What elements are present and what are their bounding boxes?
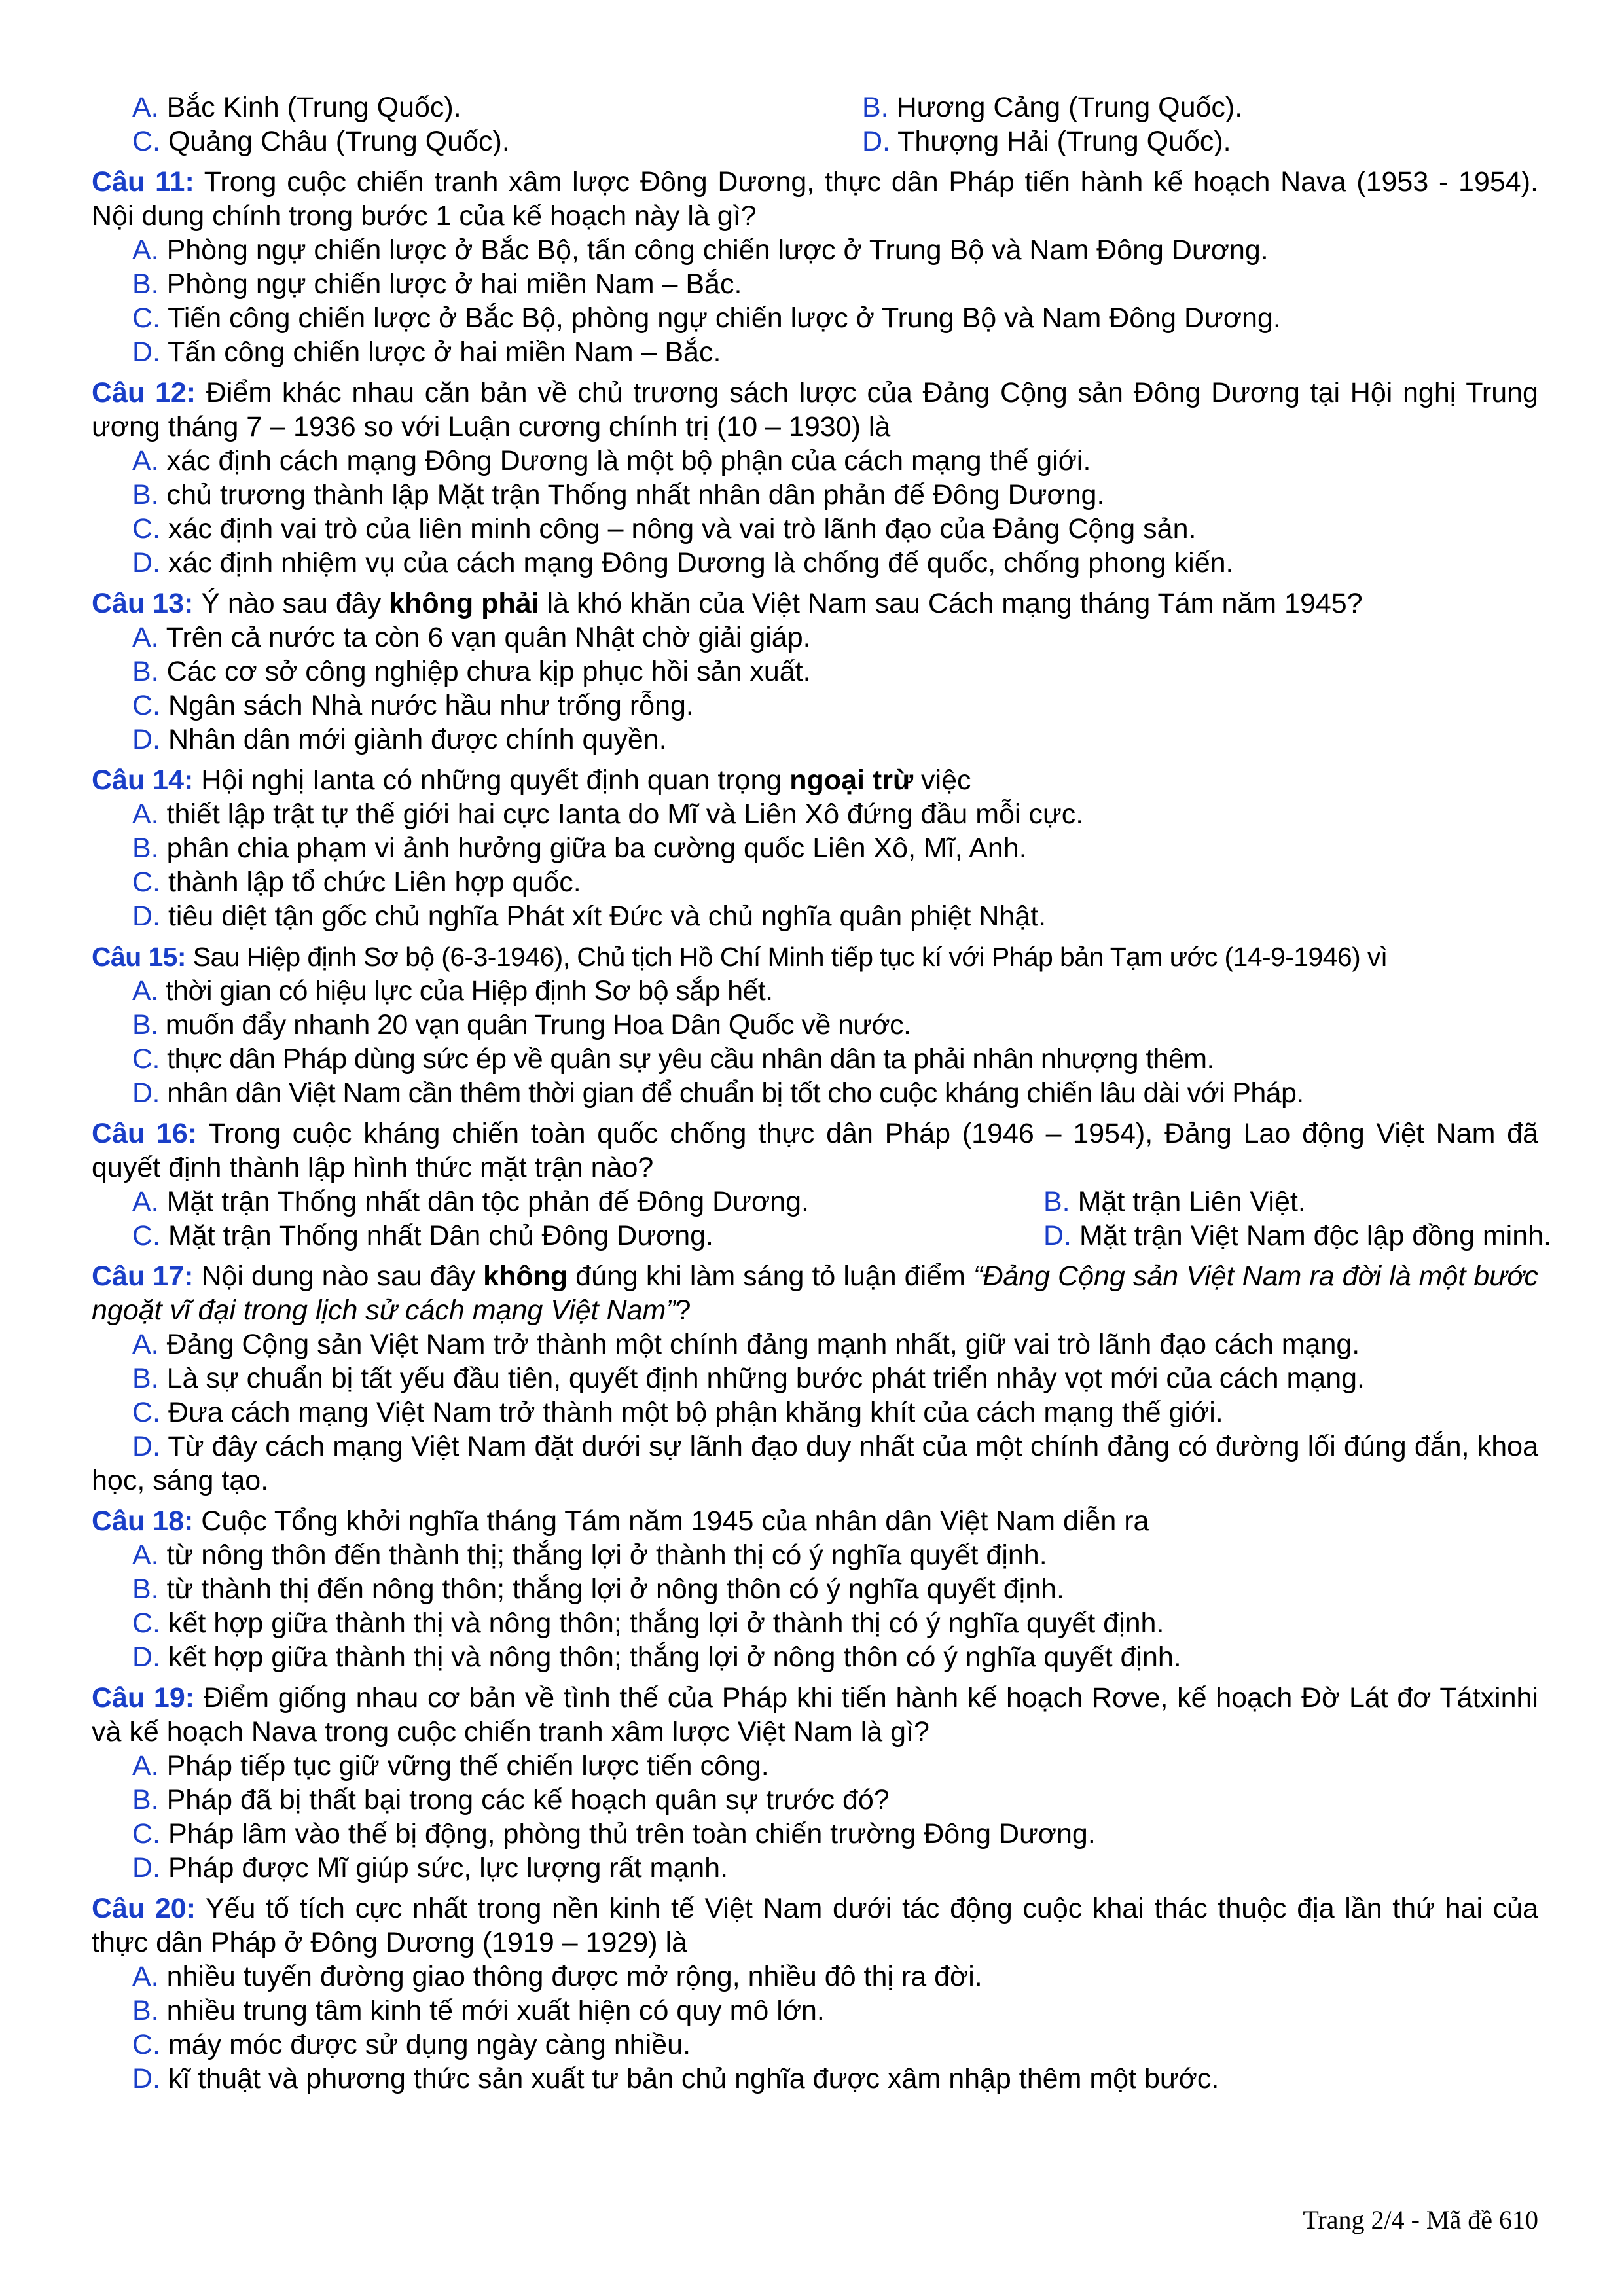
- exam-content: [92, 90, 1551, 2102]
- question-16: [92, 1117, 1551, 1253]
- options-grid: [92, 1185, 1551, 1253]
- option-c: C. Tiến công chiến lược ở Bắc Bộ, phòng ngự chiến lược ở Trung Bộ và Nam Đông Dương.: [132, 302, 1281, 334]
- option-a: A. Pháp tiếp tục giữ vững thế chiến lược tiến công.: [132, 1750, 769, 1782]
- option-c: C. Ngân sách Nhà nước hầu như trống rỗng.: [132, 690, 694, 721]
- option-d: D. Tấn công chiến lược ở hai miền Nam – Bắc.: [132, 336, 721, 368]
- option-b: B. Là sự chuẩn bị tất yếu đầu tiên, quyết định những bước phát triển nhảy vọt mới của cách mạng.: [132, 1363, 1365, 1394]
- question-11: [92, 165, 1538, 369]
- question-number: Câu 15:: [92, 942, 186, 972]
- option-c: C. máy móc được sử dụng ngày càng nhiều.: [132, 2029, 691, 2060]
- question-15: [92, 940, 1538, 1110]
- option-c: C. Đưa cách mạng Việt Nam trở thành một bộ phận khăng khít của cách mạng thế giới.: [132, 1397, 1223, 1428]
- question-stem: Câu 15: Sau Hiệp định Sơ bộ (6-3-1946), Chủ tịch Hồ Chí Minh tiếp tục kí với Pháp bản Tạm ước (14-9-1946) vì: [92, 942, 1388, 972]
- option-c: C. kết hợp giữa thành thị và nông thôn; thắng lợi ở thành thị có ý nghĩa quyết định.: [132, 1607, 1164, 1639]
- question-number: Câu 17:: [92, 1261, 194, 1292]
- option-a: A. Trên cả nước ta còn 6 vạn quân Nhật chờ giải giáp.: [132, 622, 811, 653]
- question-number: Câu 12:: [92, 377, 196, 408]
- option-b: B. muốn đẩy nhanh 20 vạn quân Trung Hoa Dân Quốc về nước.: [132, 1009, 911, 1041]
- question-stem: Câu 11: Trong cuộc chiến tranh xâm lược Đông Dương, thực dân Pháp tiến hành kế hoạch Nava (1953 - 1954). Nội dung chính trong bước 1 của kế hoạch này là gì?: [92, 166, 1538, 232]
- question-20: [92, 1892, 1538, 2096]
- option-a: A. nhiều tuyến đường giao thông được mở rộng, nhiều đô thị ra đời.: [132, 1961, 983, 1992]
- option-d: D. xác định nhiệm vụ của cách mạng Đông Dương là chống đế quốc, chống phong kiến.: [132, 547, 1234, 579]
- emphasis-text: không: [483, 1261, 568, 1292]
- question-stem: Câu 14: Hội nghị Ianta có những quyết định quan trọng ngoại trừ việc: [92, 764, 971, 796]
- question-13: [92, 586, 1538, 757]
- option-d: D. Thượng Hải (Trung Quốc).: [862, 126, 1231, 157]
- question-number: Câu 20:: [92, 1893, 196, 1924]
- previous-question-options: [92, 90, 1538, 158]
- emphasis-text: không phải: [389, 588, 539, 619]
- question-17: [92, 1259, 1538, 1498]
- quoted-statement: “Đảng Cộng sản Việt Nam ra đời là một bước ngoặt vĩ đại trong lịch sử cách mạng Việt Nam”: [92, 1261, 1539, 1326]
- option-a: A. thời gian có hiệu lực của Hiệp định Sơ bộ sắp hết.: [132, 975, 773, 1007]
- question-19: [92, 1681, 1538, 1885]
- question-stem: Câu 19: Điểm giống nhau cơ bản về tình thế của Pháp khi tiến hành kế hoạch Rơve, kế hoạch Đờ Lát đơ Tátxinhi và kế hoạch Nava trong cuộc chiến tranh xâm lược Việt Nam là gì?: [92, 1682, 1538, 1748]
- emphasis-text: ngoại trừ: [789, 764, 914, 796]
- option-a: A. Đảng Cộng sản Việt Nam trở thành một chính đảng mạnh nhất, giữ vai trò lãnh đạo cách mạng.: [132, 1329, 1360, 1360]
- question-number: Câu 19:: [92, 1682, 195, 1713]
- option-a: A. Bắc Kinh (Trung Quốc).: [132, 92, 461, 123]
- option-c: C. Pháp lâm vào thế bị động, phòng thủ trên toàn chiến trường Đông Dương.: [132, 1818, 1096, 1850]
- option-b: B. Hương Cảng (Trung Quốc).: [862, 92, 1243, 123]
- option-b: B. nhiều trung tâm kinh tế mới xuất hiện có quy mô lớn.: [132, 1995, 825, 2026]
- option-d: D. Pháp được Mĩ giúp sức, lực lượng rất mạnh.: [132, 1852, 729, 1884]
- question-stem: Câu 18: Cuộc Tổng khởi nghĩa tháng Tám năm 1945 của nhân dân Việt Nam diễn ra: [92, 1505, 1149, 1537]
- option-b: B. Pháp đã bị thất bại trong các kế hoạch quân sự trước đó?: [132, 1784, 890, 1816]
- option-d: D. Mặt trận Việt Nam độc lập đồng minh.: [1043, 1220, 1551, 1251]
- option-a: A. từ nông thôn đến thành thị; thắng lợi ở thành thị có ý nghĩa quyết định.: [132, 1539, 1047, 1571]
- option-b: B. Mặt trận Liên Việt.: [1043, 1186, 1306, 1217]
- option-c: C. thành lập tổ chức Liên hợp quốc.: [132, 867, 581, 898]
- question-number: Câu 14:: [92, 764, 194, 796]
- question-stem: Câu 13: Ý nào sau đây không phải là khó khăn của Việt Nam sau Cách mạng tháng Tám năm 1945?: [92, 588, 1363, 619]
- option-b: B. từ thành thị đến nông thôn; thắng lợi ở nông thôn có ý nghĩa quyết định.: [132, 1573, 1064, 1605]
- option-d: D. kĩ thuật và phương thức sản xuất tư bản chủ nghĩa được xâm nhập thêm một bước.: [132, 2063, 1219, 2094]
- question-number: Câu 13:: [92, 588, 194, 619]
- option-c: C. xác định vai trò của liên minh công – nông và vai trò lãnh đạo của Đảng Cộng sản.: [132, 513, 1197, 545]
- question-18: [92, 1504, 1538, 1674]
- question-number: Câu 18:: [92, 1505, 194, 1537]
- option-c: C. Mặt trận Thống nhất Dân chủ Đông Dương.: [132, 1220, 714, 1251]
- option-b: B. Các cơ sở công nghiệp chưa kịp phục hồi sản xuất.: [132, 656, 811, 687]
- option-a: A. xác định cách mạng Đông Dương là một bộ phận của cách mạng thế giới.: [132, 445, 1091, 476]
- question-number: Câu 11:: [92, 166, 194, 198]
- option-b: B. phân chia phạm vi ảnh hưởng giữa ba cường quốc Liên Xô, Mĩ, Anh.: [132, 833, 1027, 864]
- option-d: D. tiêu diệt tận gốc chủ nghĩa Phát xít Đức và chủ nghĩa quân phiệt Nhật.: [132, 901, 1047, 932]
- page-footer: Trang 2/4 - Mã đề 610: [1303, 2205, 1538, 2234]
- question-12: [92, 376, 1538, 580]
- option-d: D. Từ đây cách mạng Việt Nam đặt dưới sự lãnh đạo duy nhất của một chính đảng có đường lối đúng đắn, khoa học, sáng tạo.: [92, 1431, 1538, 1496]
- question-stem: Câu 16: Trong cuộc kháng chiến toàn quốc chống thực dân Pháp (1946 – 1954), Đảng Lao động Việt Nam đã quyết định thành lập hình thức mặt trận nào?: [92, 1118, 1538, 1183]
- option-a: A. thiết lập trật tự thế giới hai cực Ianta do Mĩ và Liên Xô đứng đầu mỗi cực.: [132, 798, 1084, 830]
- option-c: C. Quảng Châu (Trung Quốc).: [132, 126, 510, 157]
- question-stem: Câu 12: Điểm khác nhau căn bản về chủ trương sách lược của Đảng Cộng sản Đông Dương tại Hội nghị Trung ương tháng 7 – 1936 so với Luận cương chính trị (10 – 1930) là: [92, 377, 1538, 442]
- option-a: A. Mặt trận Thống nhất dân tộc phản đế Đông Dương.: [132, 1186, 809, 1217]
- question-stem: Câu 20: Yếu tố tích cực nhất trong nền kinh tế Việt Nam dưới tác động cuộc khai thác thuộc địa lần thứ hai của thực dân Pháp ở Đông Dương (1919 – 1929) là: [92, 1893, 1538, 1958]
- option-d: D. kết hợp giữa thành thị và nông thôn; thắng lợi ở nông thôn có ý nghĩa quyết định.: [132, 1641, 1182, 1673]
- option-b: B. Phòng ngự chiến lược ở hai miền Nam – Bắc.: [132, 268, 742, 300]
- option-a: A. Phòng ngự chiến lược ở Bắc Bộ, tấn công chiến lược ở Trung Bộ và Nam Đông Dương.: [132, 234, 1269, 266]
- option-d: D. Nhân dân mới giành được chính quyền.: [132, 724, 667, 755]
- option-d: D. nhân dân Việt Nam cần thêm thời gian để chuẩn bị tốt cho cuộc kháng chiến lâu dài với Pháp.: [132, 1077, 1304, 1109]
- question-stem: Câu 17: Nội dung nào sau đây không đúng khi làm sáng tỏ luận điểm “Đảng Cộng sản Việt Nam ra đời là một bước ngoặt vĩ đại trong lịch sử cách mạng Việt Nam”?: [92, 1261, 1539, 1326]
- option-c: C. thực dân Pháp dùng sức ép về quân sự yêu cầu nhân dân ta phải nhân nhượng thêm.: [132, 1043, 1214, 1075]
- question-number: Câu 16:: [92, 1118, 198, 1149]
- option-b: B. chủ trương thành lập Mặt trận Thống nhất nhân dân phản đế Đông Dương.: [132, 479, 1105, 511]
- question-14: [92, 763, 1538, 933]
